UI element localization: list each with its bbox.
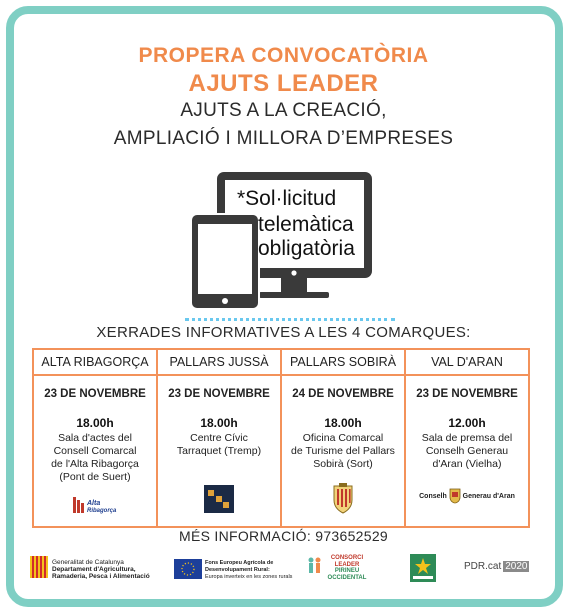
session-time: 18.00h bbox=[200, 416, 238, 430]
more-info: MÉS INFORMACIÓ: 973652529 bbox=[178, 528, 389, 544]
note-line-2: telemàtica bbox=[258, 213, 354, 236]
sessions-heading: XERRADES INFORMATIVES A LES 4 COMARQUES: bbox=[96, 324, 471, 341]
subtitle-line-1: AJUTS A LA CREACIÓ, bbox=[180, 100, 387, 121]
session-place: Centre Cívic Tarraquet (Tremp) bbox=[176, 432, 262, 457]
region-header-pallars-jussa: PALLARS JUSSÀ bbox=[157, 349, 281, 375]
consorci-leader-logo: CONSORCI LEADER PIRINEU OCCIDENTAL bbox=[306, 552, 368, 586]
session-cell-alta-ribagorca bbox=[33, 375, 157, 527]
eu-flag-icon bbox=[174, 559, 202, 579]
gencat-logo: Generalitat de Catalunya Departament d'Agricultura, Ramaderia, Pesca i Alimentació bbox=[30, 552, 155, 586]
leader-logo bbox=[410, 552, 438, 586]
pallars-sobira-shield-icon bbox=[282, 482, 404, 519]
leader-star-icon bbox=[410, 554, 436, 582]
session-cell-pallars-jussa bbox=[157, 375, 281, 527]
senyera-icon bbox=[30, 556, 48, 578]
session-time: 12.00h bbox=[448, 416, 486, 430]
session-date: 24 DE NOVEMBRE bbox=[292, 388, 394, 400]
session-date: 23 DE NOVEMBRE bbox=[416, 388, 518, 400]
pdr-logo: PDR.cat 2020 bbox=[464, 561, 528, 572]
feader-logo: Fons Europeu Agrícola de Desenvolupament Rural: Europa inverteix en les zones rurals bbox=[174, 552, 304, 586]
title-line-2: AJUTS LEADER bbox=[188, 70, 379, 97]
session-time: 18.00h bbox=[76, 416, 114, 430]
session-cell-pallars-sobira bbox=[281, 375, 405, 527]
session-place: Sala de premsa del Conselh Generau d'Aran (Vielha) bbox=[421, 432, 513, 470]
svg-text:Alta: Alta bbox=[87, 500, 101, 507]
session-date: 23 DE NOVEMBRE bbox=[168, 388, 270, 400]
session-place: Oficina Comarcal de Turisme del Pallars Sobirà (Sort) bbox=[291, 432, 395, 470]
aran-shield-icon bbox=[449, 488, 461, 504]
dotted-divider bbox=[185, 318, 395, 321]
pallars-jussa-logo bbox=[158, 484, 280, 519]
region-header-alta-ribagorca: ALTA RIBAGORÇA bbox=[33, 349, 157, 375]
session-time: 18.00h bbox=[324, 416, 362, 430]
region-header-pallars-sobira: PALLARS SOBIRÀ bbox=[281, 349, 405, 375]
conselh-generau-logo: Conselh Generau d'Aran bbox=[406, 488, 528, 504]
subtitle-line-2: AMPLIACIÓ I MILLORA D’EMPRESES bbox=[113, 128, 454, 149]
sessions-table bbox=[32, 348, 530, 528]
region-header-val-daran: VAL D'ARAN bbox=[405, 349, 529, 375]
session-date: 23 DE NOVEMBRE bbox=[44, 388, 146, 400]
alta-ribagorca-logo bbox=[34, 494, 156, 521]
note-line-1: *Sol·licitud bbox=[237, 187, 337, 210]
tablet-icon bbox=[191, 214, 259, 309]
note-line-3: obligatòria bbox=[258, 237, 355, 260]
svg-text:Ribagorça: Ribagorça bbox=[87, 508, 117, 514]
session-place: Sala d'actes del Consell Comarcal de l'Alta Ribagorça (Pont de Suert) bbox=[51, 432, 139, 483]
session-cell-val-daran bbox=[405, 375, 529, 527]
title-line-1: PROPERA CONVOCATÒRIA bbox=[138, 44, 429, 67]
